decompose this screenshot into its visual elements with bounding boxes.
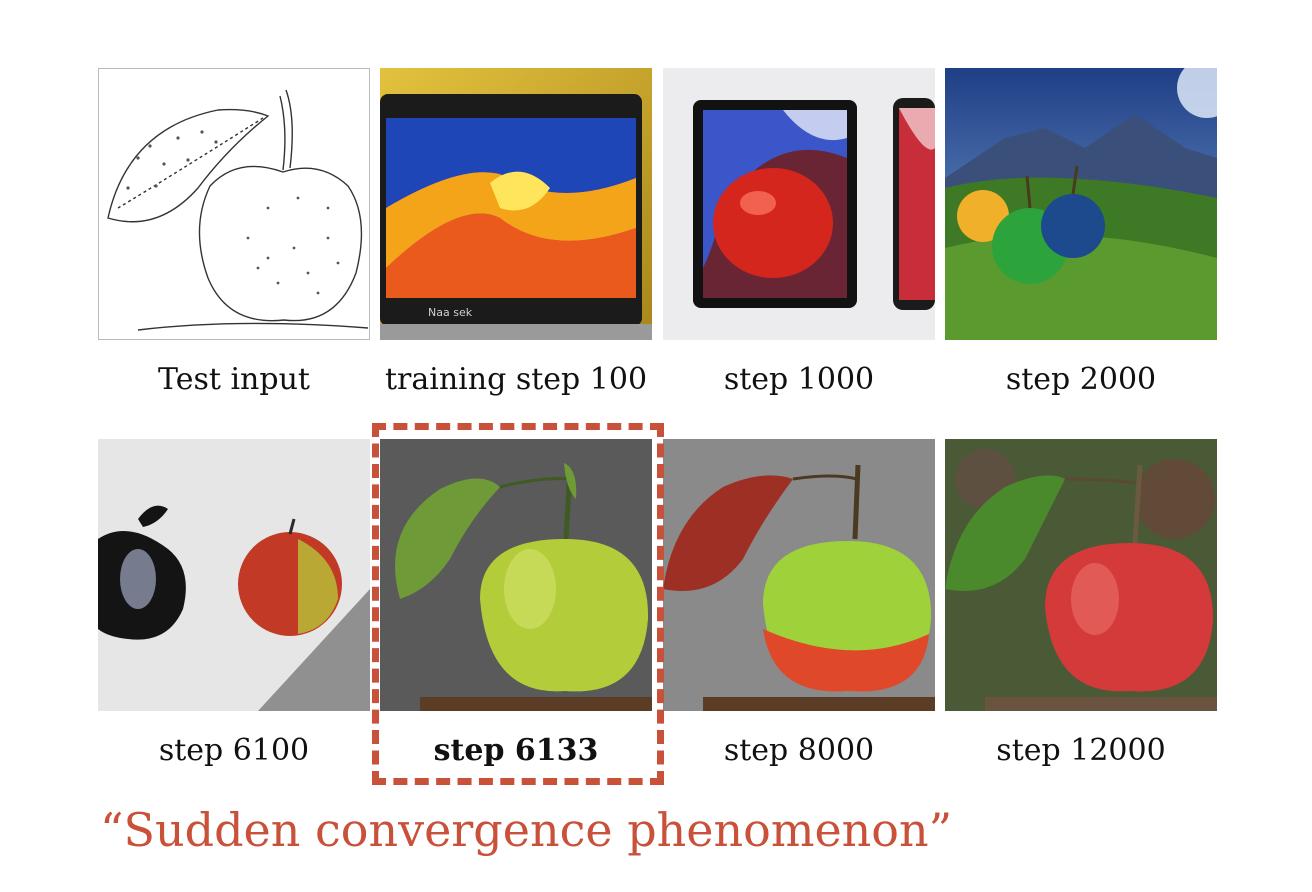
- hillside-apples-image: [945, 68, 1217, 340]
- red-apple-image: [945, 439, 1217, 711]
- image-step-100: [380, 68, 652, 340]
- image-step-6100: [98, 439, 370, 711]
- caption-step-100: training step 100: [384, 362, 648, 397]
- tablet-apple-image: [663, 68, 935, 340]
- caption-step-1000: step 1000: [723, 362, 875, 397]
- caption-step-6100: step 6100: [158, 733, 310, 768]
- image-step-2000: [945, 68, 1217, 340]
- laptop-brand-text: Naa sek: [428, 306, 473, 319]
- image-step-12000: [945, 439, 1217, 711]
- phenomenon-annotation: “Sudden convergence phenomenon”: [100, 803, 953, 857]
- caption-step-12000: step 12000: [996, 733, 1166, 768]
- highlight-box: [372, 423, 664, 785]
- caption-step-2000: step 2000: [1005, 362, 1157, 397]
- caption-test-input: Test input: [158, 362, 310, 397]
- caption-step-8000: step 8000: [723, 733, 875, 768]
- edge-sketch-apple: [98, 68, 370, 340]
- image-step-8000: [663, 439, 935, 711]
- image-test-input: [98, 68, 370, 340]
- laptop-swirl-image: [380, 68, 652, 340]
- caption-step-6133: step 6133: [433, 733, 599, 768]
- red-green-apple-image: [663, 439, 935, 711]
- apple-logo-image: [98, 439, 370, 711]
- image-step-1000: [663, 68, 935, 340]
